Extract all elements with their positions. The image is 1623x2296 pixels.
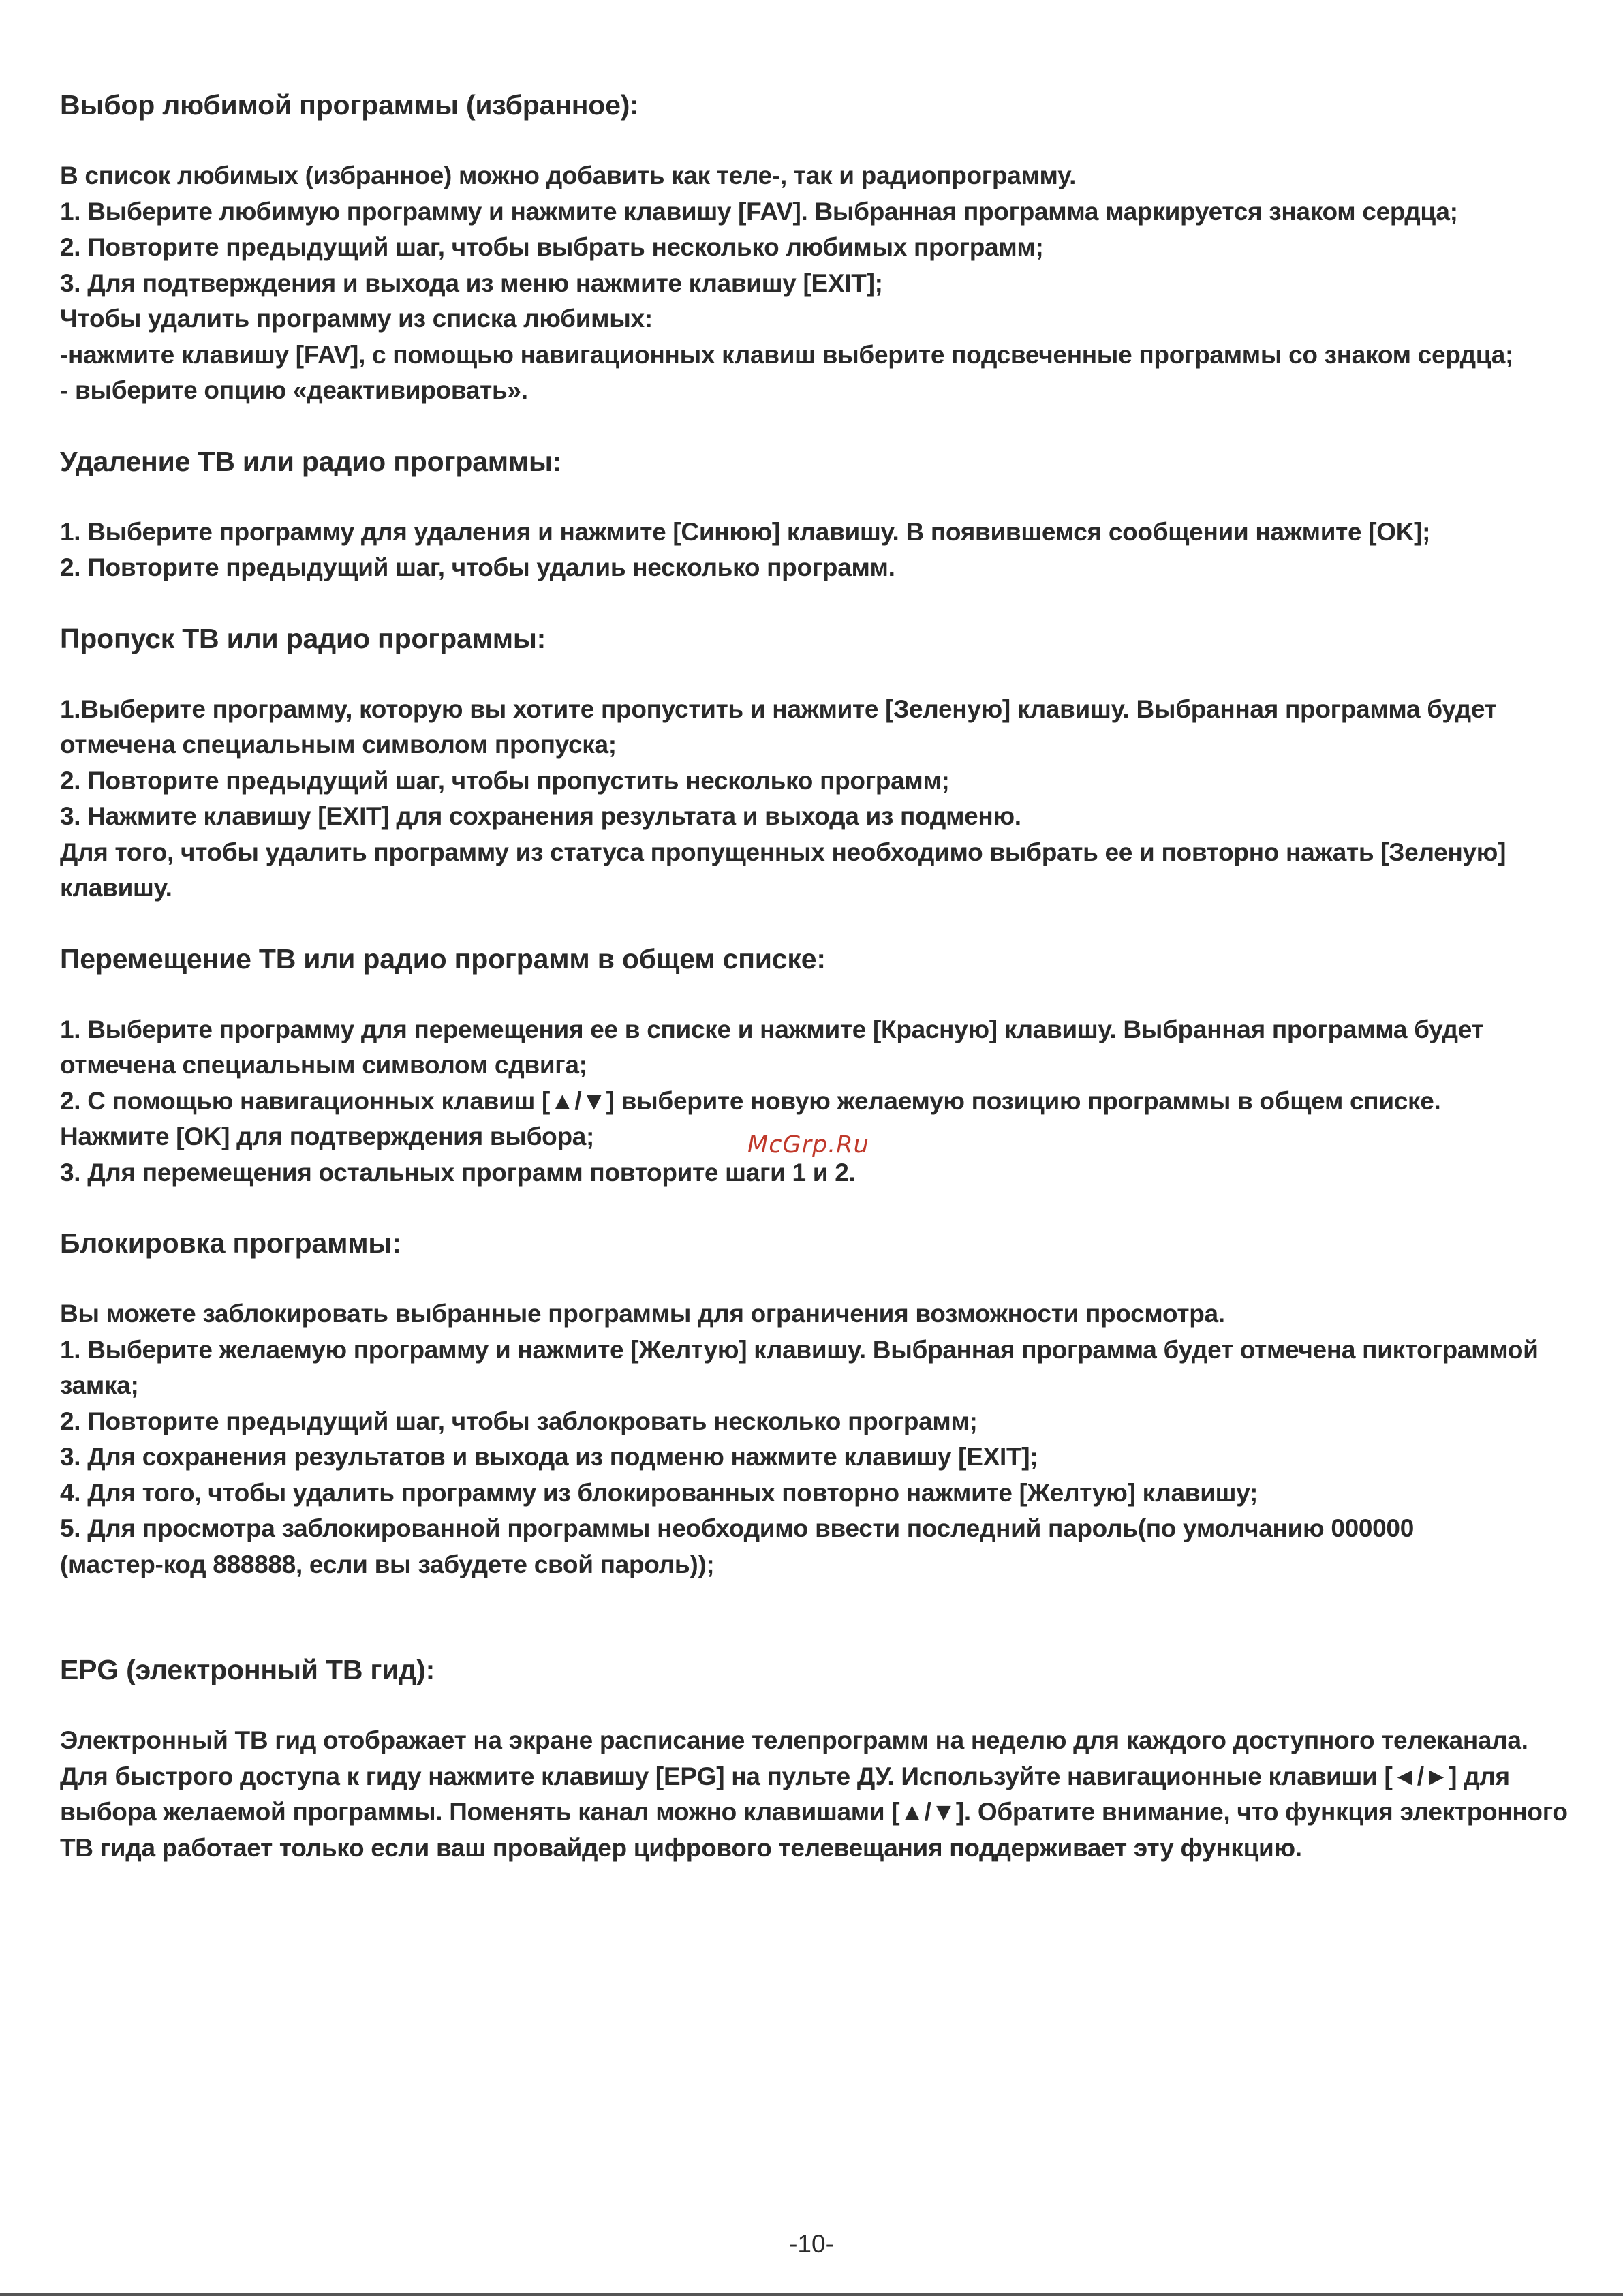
paragraph-line: 2. С помощью навигационных клавиш [▲/▼] выберите новую желаемую позицию программы в общем списке. — [60, 1086, 1441, 1115]
paragraph-line: - выберите опцию «деактивировать». — [60, 376, 528, 404]
paragraph-line: Вы можете заблокировать выбранные программы для ограничения возможности просмотра. — [60, 1300, 1225, 1328]
paragraph-line: (мастер-код 888888, если вы забудете свой пароль)); — [60, 1550, 715, 1578]
section-heading: Пропуск ТВ или радио программы: — [60, 622, 546, 654]
paragraph-line: 2. Повторите предыдущий шаг, чтобы выбрать несколько любимых программ; — [60, 233, 1044, 261]
document-body — [60, 87, 1573, 1901]
paragraph-line: 1. Выберите программу для перемещения ее в списке и нажмите [Красную] клавишу. Выбранная программа будет — [60, 1015, 1484, 1043]
paragraph-line: 3. Для перемещения остальных программ повторите шаги 1 и 2. — [60, 1158, 856, 1187]
paragraph-line: отмечена специальным символом пропуска; — [60, 731, 617, 759]
paragraph-line: клавишу. — [60, 874, 172, 902]
section-favorites — [60, 87, 1573, 409]
paragraph-line: 1. Выберите программу для удаления и нажмите [Синюю] клавишу. В появившемся сообщении нажмите [OK]; — [60, 517, 1431, 546]
paragraph-line: выбора желаемой программы. Поменять канал можно клавишами [▲/▼]. Обратите внимание, что функция электронного — [60, 1798, 1568, 1826]
section-heading: Выбор любимой программы (избранное): — [60, 89, 639, 121]
paragraph-line: Чтобы удалить программу из списка любимых: — [60, 305, 653, 333]
paragraph-line: отмечена специальным символом сдвига; — [60, 1051, 587, 1079]
paragraph-line: Нажмите [OK] для подтверждения выбора; — [60, 1122, 595, 1150]
paragraph-line: 5. Для просмотра заблокированной программы необходимо ввести последний пароль(по умолчанию 000000 — [60, 1514, 1414, 1542]
section-delete — [60, 444, 1573, 586]
page-number: -10- — [789, 2230, 834, 2258]
section-heading: Блокировка программы: — [60, 1227, 401, 1259]
paragraph-line: 1. Выберите желаемую программу и нажмите [Желтую] клавишу. Выбранная программа будет отмечена пиктограммой — [60, 1335, 1539, 1364]
paragraph-line: ТВ гида работает только если ваш провайдер цифрового телевещания поддерживает эту функцию. — [60, 1833, 1302, 1862]
paragraph-line: 1.Выберите программу, которую вы хотите пропустить и нажмите [Зеленую] клавишу. Выбранная программа будет — [60, 694, 1497, 723]
section-skip — [60, 621, 1573, 906]
paragraph-line: 2. Повторите предыдущий шаг, чтобы заблокровать несколько программ; — [60, 1407, 978, 1435]
paragraph-line: 2. Повторите предыдущий шаг, чтобы удалиь несколько программ. — [60, 553, 895, 581]
paragraph-line: Электронный ТВ гид отображает на экране расписание телепрограмм на неделю для каждого доступного телеканала. — [60, 1726, 1528, 1754]
paragraph-line: 3. Нажмите клавишу [EXIT] для сохранения результата и выхода из подменю. — [60, 802, 1021, 830]
section-heading: EPG (электронный ТВ гид): — [60, 1654, 435, 1685]
paragraph-line: 1. Выберите любимую программу и нажмите клавишу [FAV]. Выбранная программа маркируется знаком сердца; — [60, 197, 1458, 226]
watermark: McGrp.Ru — [747, 1131, 869, 1159]
paragraph-line: 3. Для подтверждения и выхода из меню нажмите клавишу [EXIT]; — [60, 269, 883, 297]
paragraph-line: Для того, чтобы удалить программу из статуса пропущенных необходимо выбрать ее и повторно нажать [Зеленую] — [60, 838, 1506, 866]
section-lock — [60, 1225, 1573, 1582]
paragraph-line: Для быстрого доступа к гиду нажмите клавишу [EPG] на пульте ДУ. Используйте навигационные клавиши [◄/►] для — [60, 1762, 1510, 1790]
section-epg — [60, 1652, 1573, 1866]
paragraph-line: замка; — [60, 1371, 139, 1399]
bottom-rule — [0, 2293, 1623, 2296]
paragraph-line: -нажмите клавишу [FAV], с помощью навигационных клавиш выберите подсвеченные программы со знаком сердца; — [60, 340, 1513, 369]
section-heading: Удаление ТВ или радио программы: — [60, 445, 562, 477]
paragraph-line: 3. Для сохранения результатов и выхода из подменю нажмите клавишу [EXIT]; — [60, 1443, 1038, 1471]
section-heading: Перемещение ТВ или радио программ в общем списке: — [60, 943, 826, 975]
paragraph-line: 2. Повторите предыдущий шаг, чтобы пропустить несколько программ; — [60, 766, 950, 795]
paragraph-line: 4. Для того, чтобы удалить программу из блокированных повторно нажмите [Желтую] клавишу; — [60, 1478, 1258, 1507]
paragraph-line: В список любимых (избранное) можно добавить как теле-, так и радиопрограмму. — [60, 162, 1077, 189]
